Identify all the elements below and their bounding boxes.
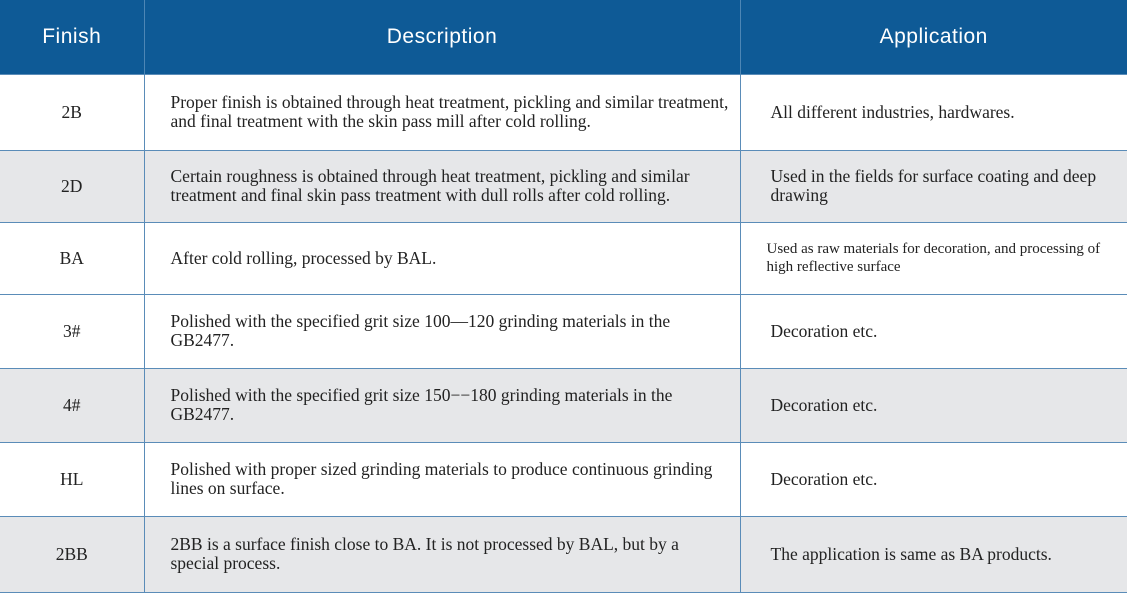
description-cell: Polished with proper sized grinding materials to produce continuous grinding lines on surface.	[144, 442, 740, 516]
table-row	[0, 294, 1127, 368]
finish-cell: 3#	[0, 294, 144, 368]
description-cell: 2BB is a surface finish close to BA. It is not processed by BAL, but by a special process.	[144, 516, 740, 592]
header-row	[0, 0, 1127, 74]
description-cell: Proper finish is obtained through heat treatment, pickling and similar treatment, and final treatment with the skin pass mill after cold rolling.	[144, 74, 740, 150]
table-row	[0, 74, 1127, 150]
column-header-finish: Finish	[0, 0, 144, 74]
table-row	[0, 150, 1127, 222]
column-header-description: Description	[144, 0, 740, 74]
finish-cell: 2BB	[0, 516, 144, 592]
finish-cell: BA	[0, 222, 144, 294]
application-cell: Decoration etc.	[740, 442, 1127, 516]
description-cell: Polished with the specified grit size 150−−180 grinding materials in the GB2477.	[144, 368, 740, 442]
column-header-application: Application	[740, 0, 1127, 74]
table-row	[0, 368, 1127, 442]
finish-cell: HL	[0, 442, 144, 516]
description-cell: After cold rolling, processed by BAL.	[144, 222, 740, 294]
table-body	[0, 74, 1127, 592]
application-cell: Used in the fields for surface coating and deep drawing	[740, 150, 1127, 222]
application-cell: Used as raw materials for decoration, and processing of high reflective surface	[740, 222, 1127, 294]
application-cell: The application is same as BA products.	[740, 516, 1127, 592]
application-cell: All different industries, hardwares.	[740, 74, 1127, 150]
description-cell: Certain roughness is obtained through heat treatment, pickling and similar treatment and final skin pass treatment with dull rolls after cold rolling.	[144, 150, 740, 222]
finish-cell: 4#	[0, 368, 144, 442]
finish-cell: 2D	[0, 150, 144, 222]
table-row	[0, 442, 1127, 516]
table-header	[0, 0, 1127, 74]
application-cell: Decoration etc.	[740, 294, 1127, 368]
description-cell: Polished with the specified grit size 100—120 grinding materials in the GB2477.	[144, 294, 740, 368]
table-row	[0, 222, 1127, 294]
table-row	[0, 516, 1127, 592]
application-cell: Decoration etc.	[740, 368, 1127, 442]
finish-cell: 2B	[0, 74, 144, 150]
